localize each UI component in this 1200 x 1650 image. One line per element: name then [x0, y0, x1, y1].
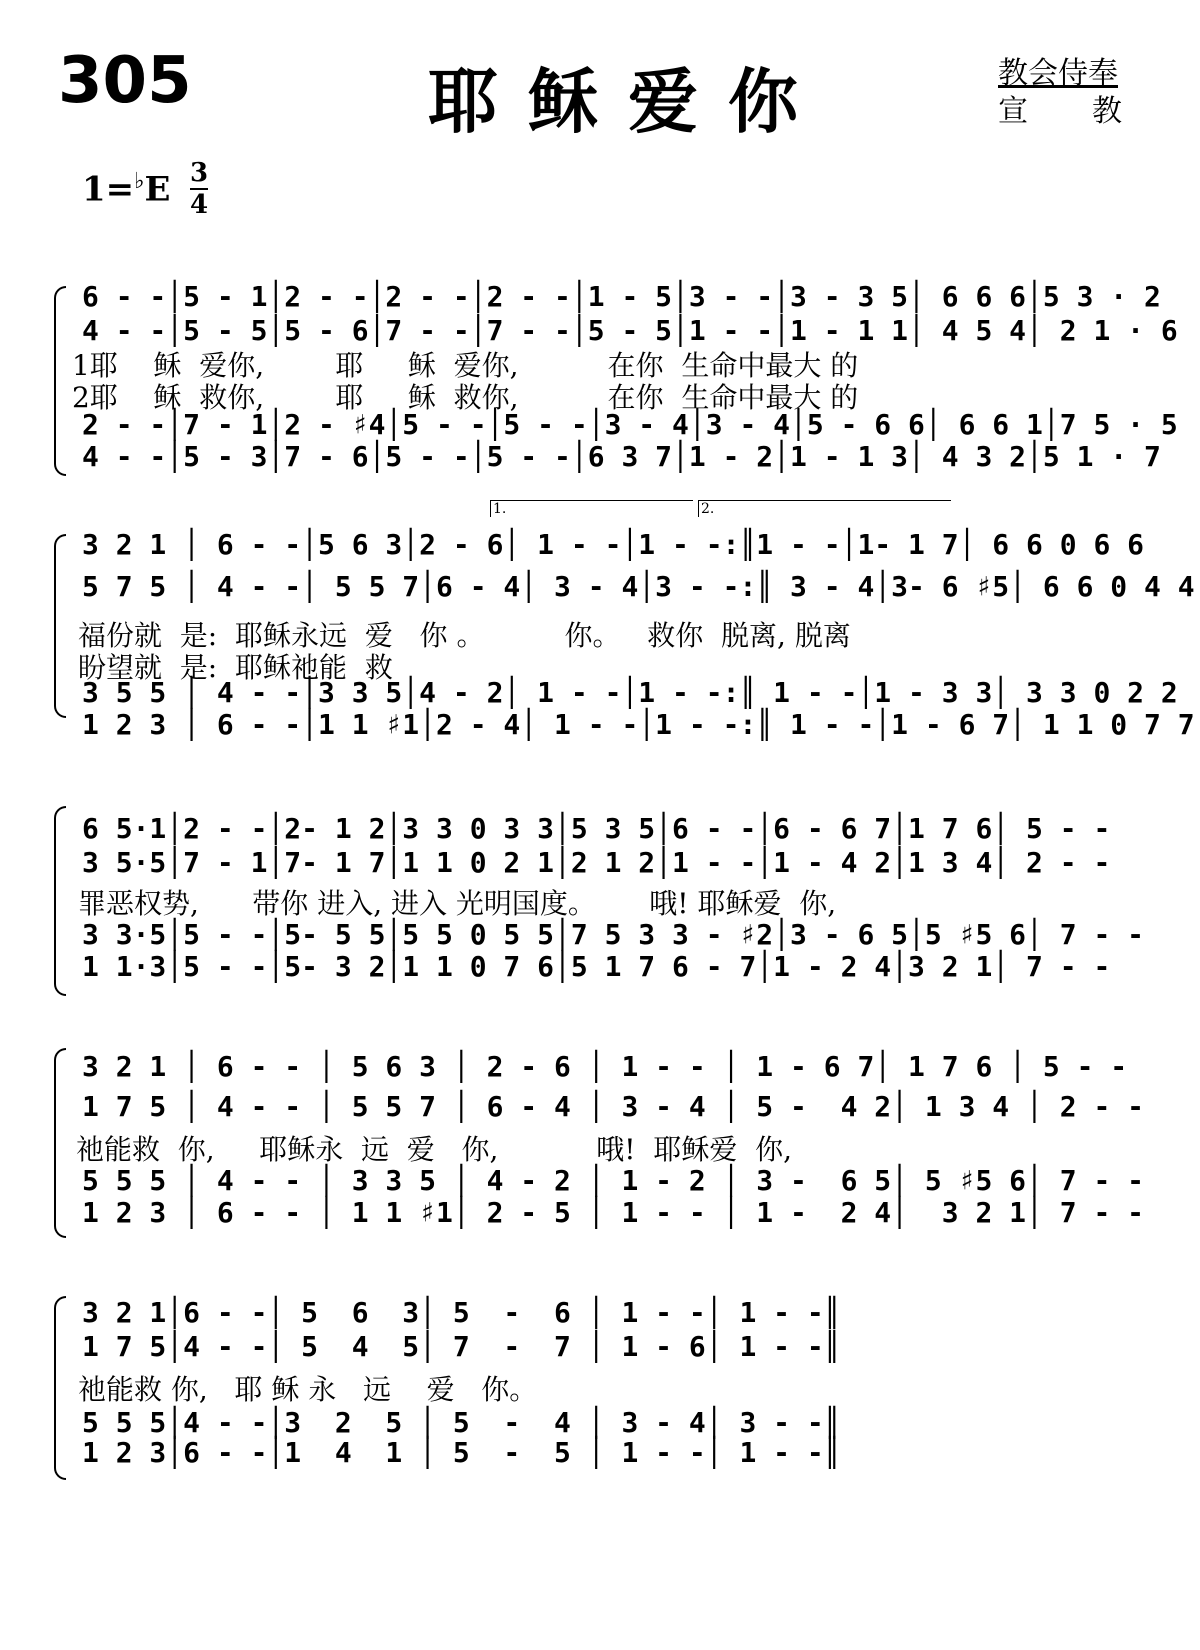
lyric-line: 福份就 是: 耶稣永远 爱 你 。 你。 救你 脱离, 脱离 [78, 619, 851, 652]
time-bottom: 4 [190, 190, 209, 220]
key-signature [82, 168, 170, 209]
system-brace [54, 534, 66, 718]
lyric-line: 罪恶权势, 带你 进入, 进入 光明国度。 哦! 耶稣爱 你, [78, 887, 837, 920]
lyric-line: 盼望就 是: 耶稣祂能 救 [78, 651, 393, 684]
lyric-line: 祂能救 你, 耶 稣 永 远 爱 你。 [78, 1373, 538, 1406]
score-row: 6 - -│5 - 1│2 - -│2 - -│2 - -│1 - 5│3 - -│3 - 3 5│ 6 6 6│5 3 · 2 [82, 280, 1161, 313]
system-brace [54, 1296, 66, 1480]
hymn-number: 305 [58, 44, 192, 118]
score-row: 3 2 1 │ 6 - - │ 5 6 3 │ 2 - 6 │ 1 - - │ 1 - 6 7│ 1 7 6 │ 5 - - [82, 1050, 1128, 1083]
score-row: 4 - -│5 - 5│5 - 6│7 - -│7 - -│5 - 5│1 - -│1 - 1 1│ 4 5 4│ 2 1 · 6 [82, 314, 1178, 347]
credit-line-2-a: 宣 [998, 94, 1028, 129]
score-row: 1 2 3 │ 6 - -│1 1 ♯1│2 - 4│ 1 - -│1 - -:║ 1 - -│1 - 6 7│ 1 1 0 7 7 [82, 708, 1195, 741]
score-row: 6 5·1│2 - -│2- 1 2│3 3 0 3 3│5 3 5│6 - -│6 - 6 7│1 7 6│ 5 - - [82, 812, 1111, 845]
score-row: 1 2 3 │ 6 - - │ 1 1 ♯1│ 2 - 5 │ 1 - - │ 1 - 2 4│ 3 2 1│ 7 - - [82, 1196, 1145, 1229]
flat-sign: ♭ [134, 168, 145, 194]
lyric-line: 2耶 稣 救你, 耶 稣 救你, 在你 生命中最大 的 [72, 381, 859, 414]
lyric-line: 1耶 稣 爱你, 耶 稣 爱你, 在你 生命中最大 的 [72, 349, 859, 382]
score-row: 3 3·5│5 - -│5- 5 5│5 5 0 5 5│7 5 3 3 - ♯2│3 - 6 5│5 ♯5 6│ 7 - - [82, 918, 1145, 951]
score-row: 3 5 5 │ 4 - -│3 3 5│4 - 2│ 1 - -│1 - -:║ 1 - -│1 - 3 3│ 3 3 0 2 2 [82, 676, 1178, 709]
system-brace [54, 1048, 66, 1238]
score-row: 4 - -│5 - 3│7 - 6│5 - -│5 - -│6 3 7│1 - 2│1 - 1 3│ 4 3 2│5 1 · 7 [82, 440, 1161, 473]
credit-line-2-b: 教 [1092, 94, 1122, 129]
key-prefix: 1= [82, 169, 135, 210]
system-brace [54, 806, 66, 996]
score-row: 3 2 1│6 - -│ 5 6 3│ 5 - 6 │ 1 - -│ 1 - -║ [82, 1296, 841, 1329]
score-row: 5 7 5 │ 4 - -│ 5 5 7│6 - 4│ 3 - 4│3 - -:║ 3 - 4│3- 6 ♯5│ 6 6 0 4 4 [82, 570, 1195, 603]
score-row: 3 2 1 │ 6 - -│5 6 3│2 - 6│ 1 - -│1 - -:║1 - -│1- 1 7│ 6 6 0 6 6 [82, 528, 1145, 561]
score-row: 5 5 5│4 - -│3 2 5 │ 5 - 4 │ 3 - 4│ 3 - -║ [82, 1406, 841, 1439]
score-row: 3 5·5│7 - 1│7- 1 7│1 1 0 2 1│2 1 2│1 - -│1 - 4 2│1 3 4│ 2 - - [82, 846, 1111, 879]
credit-line-1: 教会侍奉 [998, 56, 1118, 91]
time-signature [190, 158, 208, 220]
credit-line-2 [998, 86, 1122, 130]
score-row: 5 5 5 │ 4 - - │ 3 3 5 │ 4 - 2 │ 1 - 2 │ 3 - 6 5│ 5 ♯5 6│ 7 - - [82, 1164, 1145, 1197]
system-brace [54, 286, 66, 476]
score-row: 1 7 5│4 - -│ 5 4 5│ 7 - 7 │ 1 - 6│ 1 - -║ [82, 1330, 841, 1363]
volta-1: 1. [490, 500, 693, 517]
score-row: 1 7 5 │ 4 - - │ 5 5 7 │ 6 - 4 │ 3 - 4 │ 5 - 4 2│ 1 3 4 │ 2 - - [82, 1090, 1145, 1123]
volta-2: 2. [698, 500, 951, 517]
score-row: 1 1·3│5 - -│5- 3 2│1 1 0 7 6│5 1 7 6 - 7│1 - 2 4│3 2 1│ 7 - - [82, 950, 1111, 983]
score-row: 2 - -│7 - 1│2 - ♯4│5 - -│5 - -│3 - 4│3 - 4│5 - 6 6│ 6 6 1│7 5 · 5 [82, 408, 1178, 441]
time-top: 3 [190, 158, 209, 188]
lyric-line: 祂能救 你, 耶稣永 远 爱 你, 哦! 耶稣爱 你, [76, 1133, 793, 1166]
key-note: E [144, 169, 171, 210]
hymn-title: 耶稣爱你 [428, 60, 828, 143]
score-row: 1 2 3│6 - -│1 4 1 │ 5 - 5 │ 1 - -│ 1 - -║ [82, 1436, 841, 1469]
